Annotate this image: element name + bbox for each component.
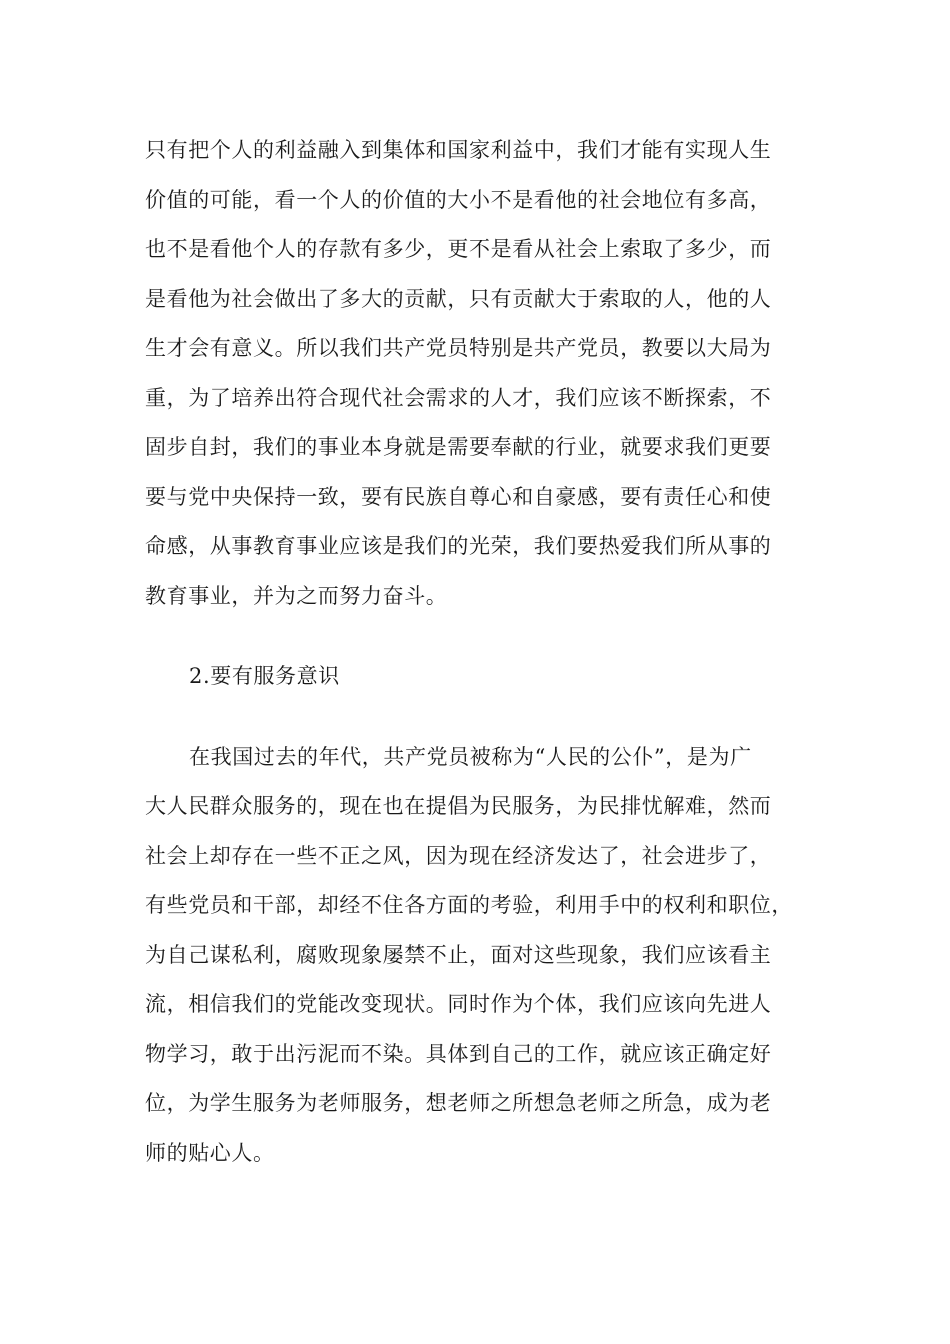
text-line: 命感，从事教育事业应该是我们的光荣，我们要热爱我们所从事的 xyxy=(145,534,772,558)
text-line: 师的贴心人。 xyxy=(145,1140,275,1165)
paragraph-2 xyxy=(145,733,805,1179)
text-line: 只有把个人的利益融入到集体和国家利益中，我们才能有实现人生 xyxy=(145,138,772,162)
text-line: 流，相信我们的党能改变现状。同时作为个体，我们应该向先进人 xyxy=(145,992,772,1016)
text-line: 物学习，敢于出污泥而不染。具体到自己的工作，就应该正确定好 xyxy=(145,1041,772,1066)
text-line: 有些党员和干部，却经不住各方面的考验，利用手中的权利和职位， xyxy=(145,893,793,917)
text-line: 在我国过去的年代，共产党员被称为“人民的公仆”，是为广 xyxy=(189,744,752,769)
text-line: 价值的可能，看一个人的价值的大小不是看他的社会地位有多高， xyxy=(145,187,772,212)
text-line: 社会上却存在一些不正之风，因为现在经济发达了，社会进步了， xyxy=(145,843,772,868)
text-line: 重，为了培养出符合现代社会需求的人才，我们应该不断探索，不 xyxy=(145,385,772,410)
text-line: 固步自封，我们的事业本身就是需要奉献的行业，就要求我们更要 xyxy=(145,435,772,459)
document-body xyxy=(145,126,805,1178)
text-line: 大人民群众服务的，现在也在提倡为民服务，为民排忧解难，然而 xyxy=(145,794,772,818)
text-line: 为自己谋私利，腐败现象屡禁不止，面对这些现象，我们应该看主 xyxy=(145,942,772,967)
text-line: 位，为学生服务为老师服务，想老师之所想急老师之所急，成为老 xyxy=(145,1091,772,1115)
text-line: 是看他为社会做出了多大的贡献，只有贡献大于索取的人，他的人 xyxy=(145,286,772,311)
text-line: 生才会有意义。所以我们共产党员特别是共产党员，教要以大局为 xyxy=(145,336,772,360)
text-line: 要与党中央保持一致，要有民族自尊心和自豪感，要有责任心和使 xyxy=(145,484,772,509)
section-heading: 2.要有服务意识 xyxy=(189,664,340,688)
paragraph-spacer xyxy=(145,621,805,652)
paragraph-spacer xyxy=(145,702,805,733)
paragraph-1 xyxy=(145,126,805,621)
text-line: 也不是看他个人的存款有多少，更不是看从社会上索取了多少，而 xyxy=(145,237,772,261)
text-line: 教育事业，并为之而努力奋斗。 xyxy=(145,583,448,608)
